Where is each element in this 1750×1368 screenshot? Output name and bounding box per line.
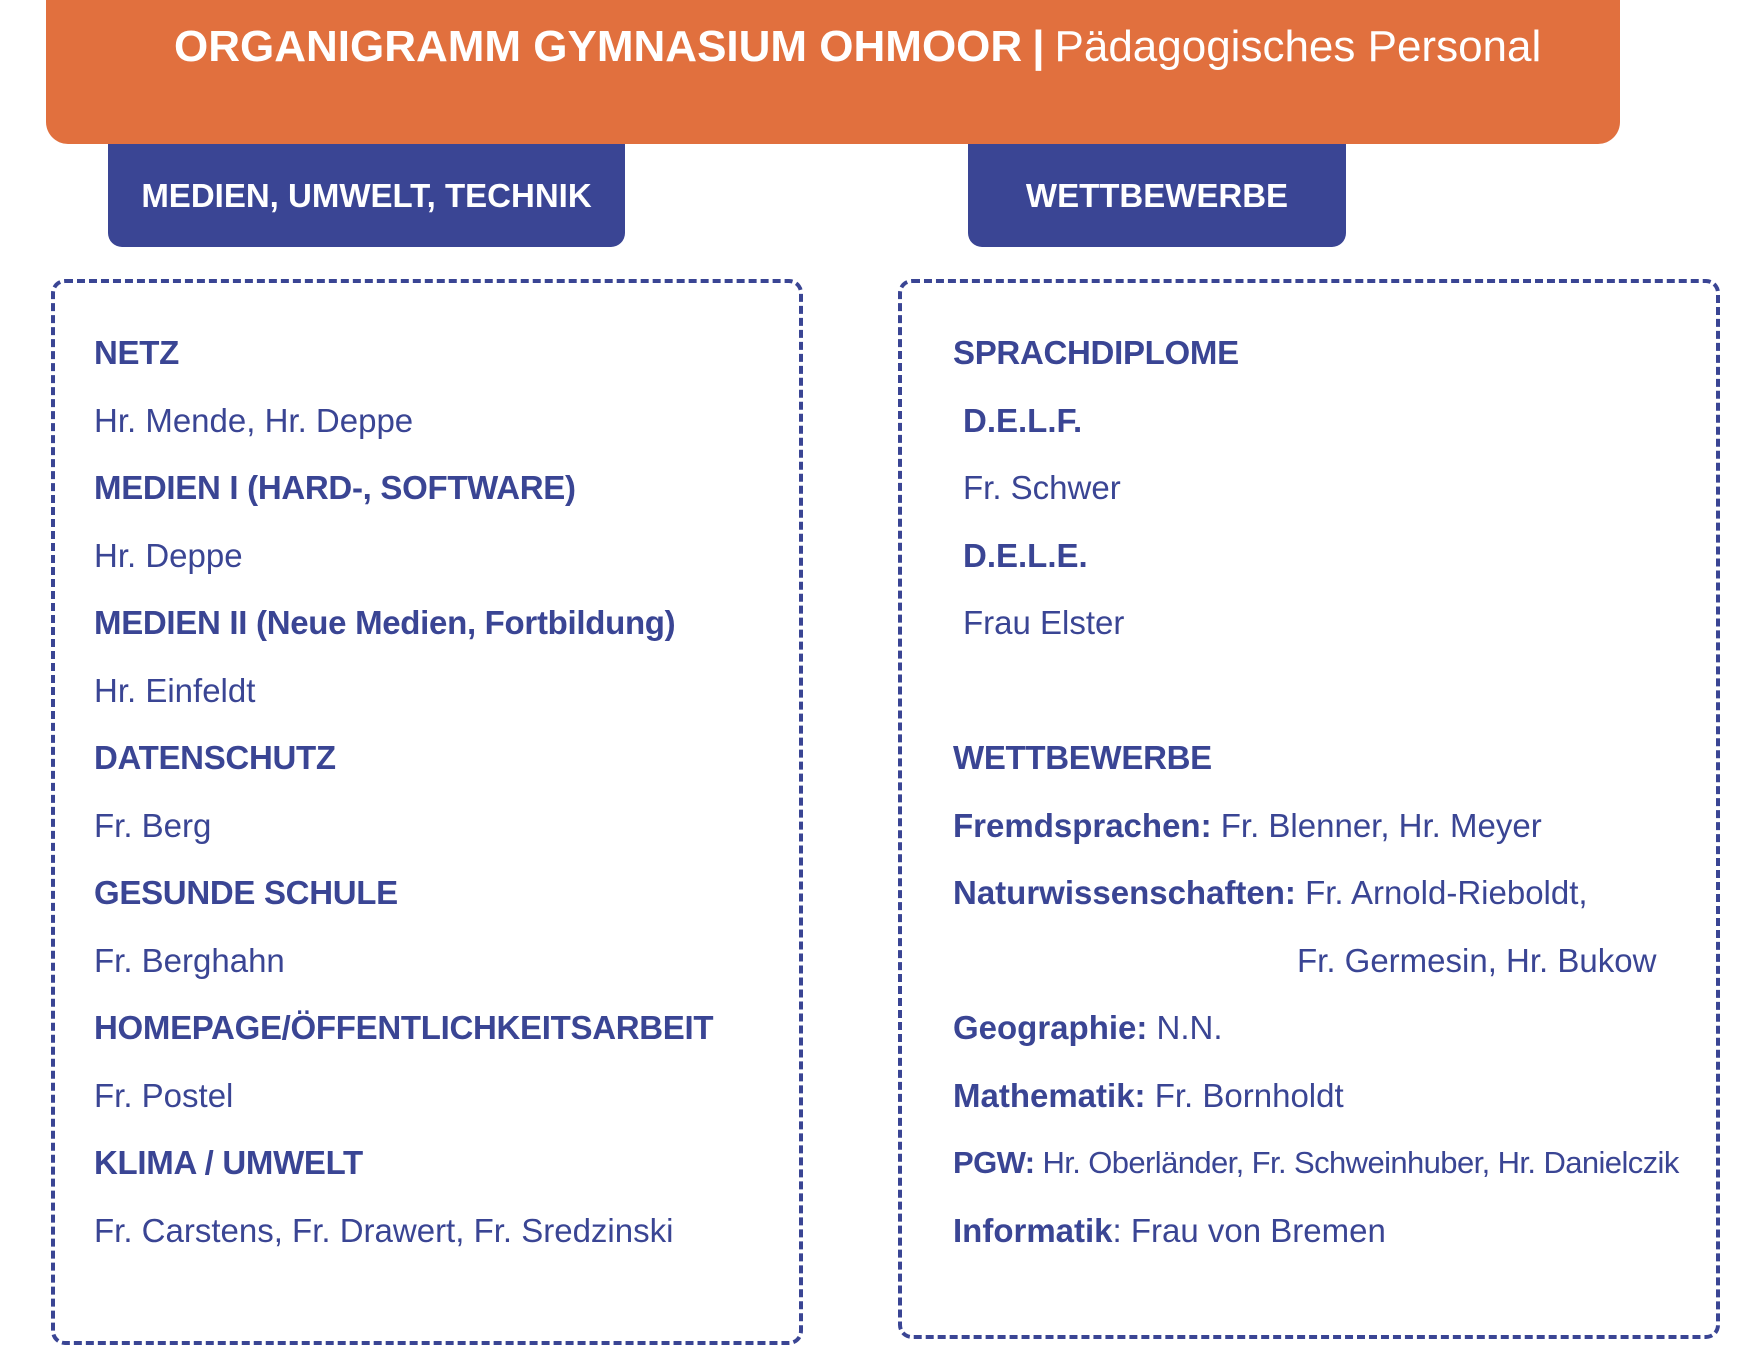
sprachdiplome-heading: SPRACHDIPLOME [953, 334, 1239, 371]
banner-separator: | [1032, 22, 1045, 71]
competition-row [953, 1143, 1679, 1183]
section-heading: DATENSCHUTZ [94, 739, 336, 776]
tab-medien-umwelt-technik [108, 144, 625, 247]
competition-label-colon: : [1112, 1212, 1122, 1249]
section-heading: HOMEPAGE/ÖFFENTLICHKEITSARBEIT [94, 1009, 714, 1046]
competition-people-continued: Fr. Germesin, Hr. Bukow [1297, 942, 1657, 979]
tab-wettbewerbe [968, 144, 1346, 247]
competition-row [953, 873, 1588, 913]
competition-people: N.N. [1156, 1009, 1223, 1046]
competition-people: Hr. Oberländer, Fr. Schweinhuber, Hr. Danielczik [1042, 1145, 1679, 1180]
competition-label: Informatik [953, 1212, 1113, 1249]
title-banner [46, 0, 1620, 144]
competition-label: Fremdsprachen: [953, 807, 1212, 844]
section-heading: NETZ [94, 334, 179, 371]
competition-people: Fr. Bornholdt [1154, 1077, 1344, 1114]
section-people: Hr. Deppe [94, 537, 243, 574]
competition-row [953, 1008, 1223, 1048]
competition-label: Geographie: [953, 1009, 1148, 1046]
banner-title-main: ORGANIGRAMM GYMNASIUM OHMOOR [174, 22, 1023, 71]
wettbewerbe-heading: WETTBEWERBE [953, 739, 1212, 776]
competition-people: Fr. Blenner, Hr. Meyer [1220, 807, 1542, 844]
diploma-label: D.E.L.F. [963, 402, 1083, 439]
tab-label: MEDIEN, UMWELT, TECHNIK [141, 176, 592, 214]
competition-label: Mathematik: [953, 1077, 1146, 1114]
section-people: Hr. Mende, Hr. Deppe [94, 402, 414, 439]
competition-people: Fr. Arnold-Rieboldt, [1305, 874, 1588, 911]
section-people: Fr. Carstens, Fr. Drawert, Fr. Sredzinski [94, 1212, 674, 1249]
competition-label: PGW: [953, 1145, 1035, 1180]
diploma-people: Frau Elster [963, 604, 1125, 641]
section-people: Hr. Einfeldt [94, 672, 256, 709]
competition-row [953, 1211, 1386, 1251]
section-heading: MEDIEN I (HARD-, SOFTWARE) [94, 469, 576, 506]
competition-row [953, 806, 1542, 846]
section-people: Fr. Berghahn [94, 942, 285, 979]
section-people: Fr. Postel [94, 1077, 234, 1114]
section-heading: MEDIEN II (Neue Medien, Fortbildung) [94, 604, 676, 641]
section-people: Fr. Berg [94, 807, 212, 844]
section-heading: KLIMA / UMWELT [94, 1144, 363, 1181]
tab-label: WETTBEWERBE [1025, 176, 1289, 214]
competition-row [953, 1076, 1344, 1116]
diploma-label: D.E.L.E. [963, 537, 1088, 574]
competition-people: Frau von Bremen [1130, 1212, 1386, 1249]
section-heading: GESUNDE SCHULE [94, 874, 398, 911]
banner-title [174, 22, 1541, 72]
banner-subtitle: Pädagogisches Personal [1054, 22, 1542, 71]
diploma-people: Fr. Schwer [963, 469, 1121, 506]
competition-label: Naturwissenschaften: [953, 874, 1296, 911]
